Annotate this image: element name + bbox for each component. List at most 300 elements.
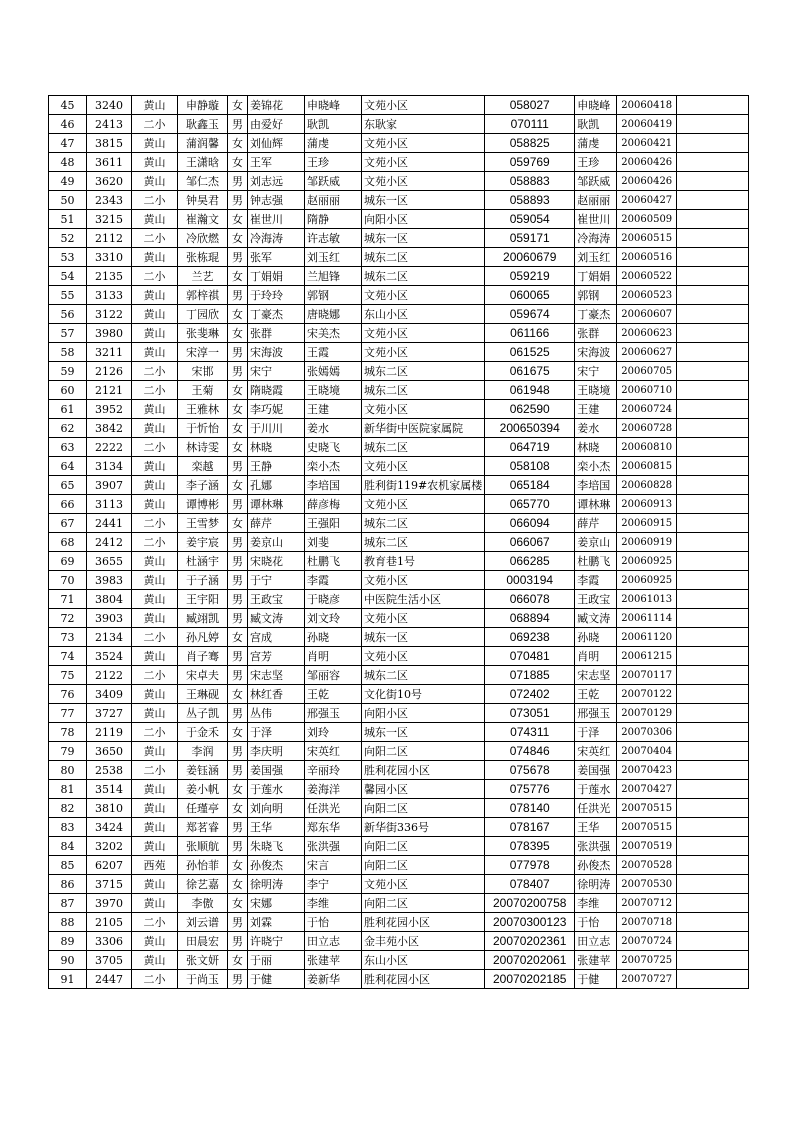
father-name-cell: 宋娜 [248,894,305,913]
student-id-cell: 3524 [87,647,132,666]
row-number-cell: 49 [49,172,87,191]
father-name-cell: 刘向明 [248,799,305,818]
student-name-cell: 钟昊君 [178,191,228,210]
address-cell: 文化街10号 [362,685,485,704]
student-register-table [48,95,749,989]
student-id-cell: 2119 [87,723,132,742]
certificate-number-cell: 068894 [485,609,575,628]
student-name-cell: 肖子骞 [178,647,228,666]
student-id-cell: 3202 [87,837,132,856]
guardian-name-cell: 王政宝 [575,590,617,609]
mother-name-cell: 邹丽容 [305,666,362,685]
father-name-cell: 姜京山 [248,533,305,552]
mother-name-cell: 李培国 [305,476,362,495]
table-row [49,210,749,229]
address-cell: 城东二区 [362,381,485,400]
guardian-name-cell: 冷海涛 [575,229,617,248]
father-name-cell: 臧文涛 [248,609,305,628]
student-name-cell: 孙怡菲 [178,856,228,875]
registration-date-cell: 20060925 [617,552,677,571]
registration-date-cell: 20070129 [617,704,677,723]
guardian-name-cell: 栾小杰 [575,457,617,476]
school-cell: 黄山 [132,343,178,362]
student-id-cell: 3611 [87,153,132,172]
row-number-cell: 75 [49,666,87,685]
student-id-cell: 3514 [87,780,132,799]
mother-name-cell: 王强阳 [305,514,362,533]
student-name-cell: 冷欣燃 [178,229,228,248]
student-name-cell: 郭梓祺 [178,286,228,305]
certificate-number-cell: 0003194 [485,571,575,590]
student-id-cell: 3727 [87,704,132,723]
student-name-cell: 张顺航 [178,837,228,856]
table-row [49,343,749,362]
student-id-cell: 2105 [87,913,132,932]
school-cell: 二小 [132,438,178,457]
row-number-cell: 62 [49,419,87,438]
mother-name-cell: 刘玉红 [305,248,362,267]
father-name-cell: 李庆明 [248,742,305,761]
school-cell: 二小 [132,191,178,210]
school-cell: 黄山 [132,571,178,590]
certificate-number-cell: 078140 [485,799,575,818]
gender-cell: 女 [228,96,248,115]
blank-cell-cell [677,723,749,742]
row-number-cell: 83 [49,818,87,837]
student-id-cell: 2447 [87,970,132,989]
guardian-name-cell: 徐明涛 [575,875,617,894]
table-row [49,913,749,932]
table-row [49,362,749,381]
row-number-cell: 80 [49,761,87,780]
father-name-cell: 林晓 [248,438,305,457]
gender-cell: 男 [228,533,248,552]
school-cell: 黄山 [132,552,178,571]
certificate-number-cell: 058883 [485,172,575,191]
row-number-cell: 70 [49,571,87,590]
student-name-cell: 邹仁杰 [178,172,228,191]
student-name-cell: 王琳砚 [178,685,228,704]
table-row [49,514,749,533]
student-name-cell: 申静璇 [178,96,228,115]
gender-cell: 男 [228,932,248,951]
row-number-cell: 87 [49,894,87,913]
address-cell: 胜利花园小区 [362,913,485,932]
blank-cell-cell [677,628,749,647]
school-cell: 黄山 [132,590,178,609]
registration-date-cell: 20060919 [617,533,677,552]
gender-cell: 男 [228,837,248,856]
gender-cell: 女 [228,305,248,324]
student-id-cell: 3306 [87,932,132,951]
table-row [49,438,749,457]
table-row [49,324,749,343]
school-cell: 二小 [132,362,178,381]
guardian-name-cell: 李培国 [575,476,617,495]
row-number-cell: 46 [49,115,87,134]
table-row [49,628,749,647]
registration-date-cell: 20070515 [617,799,677,818]
blank-cell-cell [677,134,749,153]
certificate-number-cell: 064719 [485,438,575,457]
registration-date-cell: 20070404 [617,742,677,761]
blank-cell-cell [677,324,749,343]
blank-cell-cell [677,894,749,913]
guardian-name-cell: 于怡 [575,913,617,932]
address-cell: 胜利花园小区 [362,761,485,780]
gender-cell: 女 [228,685,248,704]
gender-cell: 男 [228,818,248,837]
registration-date-cell: 20060925 [617,571,677,590]
student-name-cell: 臧翊凯 [178,609,228,628]
student-name-cell: 兰艺 [178,267,228,286]
guardian-name-cell: 邹跃威 [575,172,617,191]
address-cell: 城东一区 [362,191,485,210]
father-name-cell: 于泽 [248,723,305,742]
blank-cell-cell [677,229,749,248]
mother-name-cell: 李霞 [305,571,362,590]
registration-date-cell: 20070530 [617,875,677,894]
certificate-number-cell: 061675 [485,362,575,381]
certificate-number-cell: 078167 [485,818,575,837]
mother-name-cell: 刘文玲 [305,609,362,628]
guardian-name-cell: 王晓境 [575,381,617,400]
father-name-cell: 刘志远 [248,172,305,191]
mother-name-cell: 王霞 [305,343,362,362]
gender-cell: 女 [228,628,248,647]
mother-name-cell: 李宁 [305,875,362,894]
row-number-cell: 45 [49,96,87,115]
mother-name-cell: 王建 [305,400,362,419]
row-number-cell: 66 [49,495,87,514]
mother-name-cell: 孙晓 [305,628,362,647]
address-cell: 文苑小区 [362,571,485,590]
student-name-cell: 李子涵 [178,476,228,495]
address-cell: 城东一区 [362,229,485,248]
father-name-cell: 姜国强 [248,761,305,780]
student-id-cell: 6207 [87,856,132,875]
student-name-cell: 王宇阳 [178,590,228,609]
school-cell: 二小 [132,115,178,134]
student-id-cell: 3424 [87,818,132,837]
blank-cell-cell [677,799,749,818]
blank-cell-cell [677,210,749,229]
blank-cell-cell [677,913,749,932]
blank-cell-cell [677,115,749,134]
address-cell: 城东二区 [362,438,485,457]
student-id-cell: 2343 [87,191,132,210]
certificate-number-cell: 20070202061 [485,951,575,970]
school-cell: 黄山 [132,780,178,799]
address-cell: 文苑小区 [362,324,485,343]
blank-cell-cell [677,742,749,761]
address-cell: 东耿家 [362,115,485,134]
father-name-cell: 王华 [248,818,305,837]
school-cell: 黄山 [132,894,178,913]
table-row [49,742,749,761]
table-row [49,229,749,248]
table-body [49,96,749,989]
school-cell: 黄山 [132,305,178,324]
table-row [49,685,749,704]
row-number-cell: 82 [49,799,87,818]
certificate-number-cell: 065770 [485,495,575,514]
school-cell: 黄山 [132,495,178,514]
mother-name-cell: 于晓彦 [305,590,362,609]
father-name-cell: 丁娟娟 [248,267,305,286]
student-name-cell: 于忻怡 [178,419,228,438]
row-number-cell: 48 [49,153,87,172]
gender-cell: 女 [228,894,248,913]
registration-date-cell: 20061215 [617,647,677,666]
table-row [49,970,749,989]
student-name-cell: 崔瀚文 [178,210,228,229]
mother-name-cell: 姜水 [305,419,362,438]
school-cell: 黄山 [132,400,178,419]
student-id-cell: 3211 [87,343,132,362]
guardian-name-cell: 姜京山 [575,533,617,552]
father-name-cell: 丁豪杰 [248,305,305,324]
row-number-cell: 69 [49,552,87,571]
student-id-cell: 2413 [87,115,132,134]
student-name-cell: 谭博彬 [178,495,228,514]
address-cell: 东山小区 [362,951,485,970]
registration-date-cell: 20070427 [617,780,677,799]
table-row [49,932,749,951]
school-cell: 二小 [132,723,178,742]
student-name-cell: 郑茗睿 [178,818,228,837]
registration-date-cell: 20060724 [617,400,677,419]
registration-date-cell: 20070712 [617,894,677,913]
guardian-name-cell: 任洪光 [575,799,617,818]
address-cell: 城东一区 [362,723,485,742]
row-number-cell: 88 [49,913,87,932]
registration-date-cell: 20060705 [617,362,677,381]
certificate-number-cell: 20070202185 [485,970,575,989]
blank-cell-cell [677,438,749,457]
student-id-cell: 3970 [87,894,132,913]
student-name-cell: 宋卓夫 [178,666,228,685]
father-name-cell: 孙俊杰 [248,856,305,875]
father-name-cell: 张群 [248,324,305,343]
student-name-cell: 任瑾亭 [178,799,228,818]
gender-cell: 男 [228,457,248,476]
blank-cell-cell [677,457,749,476]
registration-date-cell: 20060627 [617,343,677,362]
table-row [49,191,749,210]
gender-cell: 男 [228,552,248,571]
blank-cell-cell [677,780,749,799]
certificate-number-cell: 066067 [485,533,575,552]
guardian-name-cell: 林晓 [575,438,617,457]
table-row [49,609,749,628]
registration-date-cell: 20060623 [617,324,677,343]
gender-cell: 男 [228,913,248,932]
school-cell: 黄山 [132,647,178,666]
table-row [49,457,749,476]
certificate-number-cell: 075776 [485,780,575,799]
address-cell: 城东一区 [362,628,485,647]
mother-name-cell: 于怡 [305,913,362,932]
father-name-cell: 李巧妮 [248,400,305,419]
mother-name-cell: 宋美杰 [305,324,362,343]
blank-cell-cell [677,172,749,191]
row-number-cell: 51 [49,210,87,229]
guardian-name-cell: 肖明 [575,647,617,666]
registration-date-cell: 20070725 [617,951,677,970]
row-number-cell: 54 [49,267,87,286]
guardian-name-cell: 邢强玉 [575,704,617,723]
row-number-cell: 73 [49,628,87,647]
guardian-name-cell: 张建苹 [575,951,617,970]
row-number-cell: 55 [49,286,87,305]
mother-name-cell: 辛丽玲 [305,761,362,780]
guardian-name-cell: 于莲水 [575,780,617,799]
father-name-cell: 钟志强 [248,191,305,210]
father-name-cell: 由爱好 [248,115,305,134]
row-number-cell: 90 [49,951,87,970]
blank-cell-cell [677,685,749,704]
certificate-number-cell: 075678 [485,761,575,780]
address-cell: 金丰苑小区 [362,932,485,951]
registration-date-cell: 20060522 [617,267,677,286]
student-id-cell: 3134 [87,457,132,476]
row-number-cell: 76 [49,685,87,704]
student-id-cell: 3980 [87,324,132,343]
registration-date-cell: 20070122 [617,685,677,704]
mother-name-cell: 许志敏 [305,229,362,248]
registration-date-cell: 20070528 [617,856,677,875]
blank-cell-cell [677,647,749,666]
school-cell: 二小 [132,514,178,533]
row-number-cell: 59 [49,362,87,381]
guardian-name-cell: 李霞 [575,571,617,590]
father-name-cell: 宋海波 [248,343,305,362]
certificate-number-cell: 059171 [485,229,575,248]
table-row [49,286,749,305]
blank-cell-cell [677,666,749,685]
row-number-cell: 85 [49,856,87,875]
guardian-name-cell: 于健 [575,970,617,989]
certificate-number-cell: 20070202361 [485,932,575,951]
table-row [49,134,749,153]
student-id-cell: 2441 [87,514,132,533]
registration-date-cell: 20060516 [617,248,677,267]
row-number-cell: 79 [49,742,87,761]
student-id-cell: 3715 [87,875,132,894]
certificate-number-cell: 059219 [485,267,575,286]
row-number-cell: 74 [49,647,87,666]
certificate-number-cell: 20060679 [485,248,575,267]
mother-name-cell: 申晓峰 [305,96,362,115]
mother-name-cell: 姜新华 [305,970,362,989]
student-name-cell: 孙凡婷 [178,628,228,647]
registration-date-cell: 20060828 [617,476,677,495]
registration-date-cell: 20060426 [617,153,677,172]
mother-name-cell: 史晓飞 [305,438,362,457]
gender-cell: 女 [228,134,248,153]
school-cell: 黄山 [132,248,178,267]
row-number-cell: 86 [49,875,87,894]
row-number-cell: 61 [49,400,87,419]
student-name-cell: 杜涵宇 [178,552,228,571]
gender-cell: 女 [228,267,248,286]
blank-cell-cell [677,305,749,324]
mother-name-cell: 肖明 [305,647,362,666]
blank-cell-cell [677,761,749,780]
school-cell: 西苑 [132,856,178,875]
table-row [49,419,749,438]
student-id-cell: 2134 [87,628,132,647]
student-name-cell: 王潇晗 [178,153,228,172]
father-name-cell: 徐明涛 [248,875,305,894]
table-row [49,571,749,590]
address-cell: 城东二区 [362,533,485,552]
guardian-name-cell: 崔世川 [575,210,617,229]
school-cell: 黄山 [132,457,178,476]
address-cell: 教育巷1号 [362,552,485,571]
father-name-cell: 宋志坚 [248,666,305,685]
student-name-cell: 姜宇宸 [178,533,228,552]
school-cell: 二小 [132,628,178,647]
address-cell: 文苑小区 [362,343,485,362]
registration-date-cell: 20070519 [617,837,677,856]
school-cell: 黄山 [132,704,178,723]
mother-name-cell: 郑东华 [305,818,362,837]
student-name-cell: 于子涵 [178,571,228,590]
registration-date-cell: 20070306 [617,723,677,742]
address-cell: 文苑小区 [362,286,485,305]
student-id-cell: 3409 [87,685,132,704]
guardian-name-cell: 宋志坚 [575,666,617,685]
table-row [49,172,749,191]
registration-date-cell: 20060913 [617,495,677,514]
table-row [49,666,749,685]
gender-cell: 男 [228,172,248,191]
father-name-cell: 姜锦花 [248,96,305,115]
student-name-cell: 王雪梦 [178,514,228,533]
gender-cell: 女 [228,381,248,400]
gender-cell: 男 [228,647,248,666]
father-name-cell: 王静 [248,457,305,476]
student-name-cell: 李傲 [178,894,228,913]
registration-date-cell: 20060515 [617,229,677,248]
student-id-cell: 2538 [87,761,132,780]
mother-name-cell: 王乾 [305,685,362,704]
table-row [49,875,749,894]
blank-cell-cell [677,818,749,837]
certificate-number-cell: 072402 [485,685,575,704]
father-name-cell: 刘霖 [248,913,305,932]
blank-cell-cell [677,951,749,970]
father-name-cell: 刘仙辉 [248,134,305,153]
gender-cell: 女 [228,723,248,742]
table-row [49,115,749,134]
table-row [49,894,749,913]
blank-cell-cell [677,552,749,571]
student-name-cell: 丛子凯 [178,704,228,723]
certificate-number-cell: 078395 [485,837,575,856]
father-name-cell: 薛芹 [248,514,305,533]
row-number-cell: 65 [49,476,87,495]
registration-date-cell: 20061120 [617,628,677,647]
mother-name-cell: 邹跃威 [305,172,362,191]
student-id-cell: 2126 [87,362,132,381]
gender-cell: 女 [228,951,248,970]
student-id-cell: 2112 [87,229,132,248]
guardian-name-cell: 宋英红 [575,742,617,761]
row-number-cell: 64 [49,457,87,476]
